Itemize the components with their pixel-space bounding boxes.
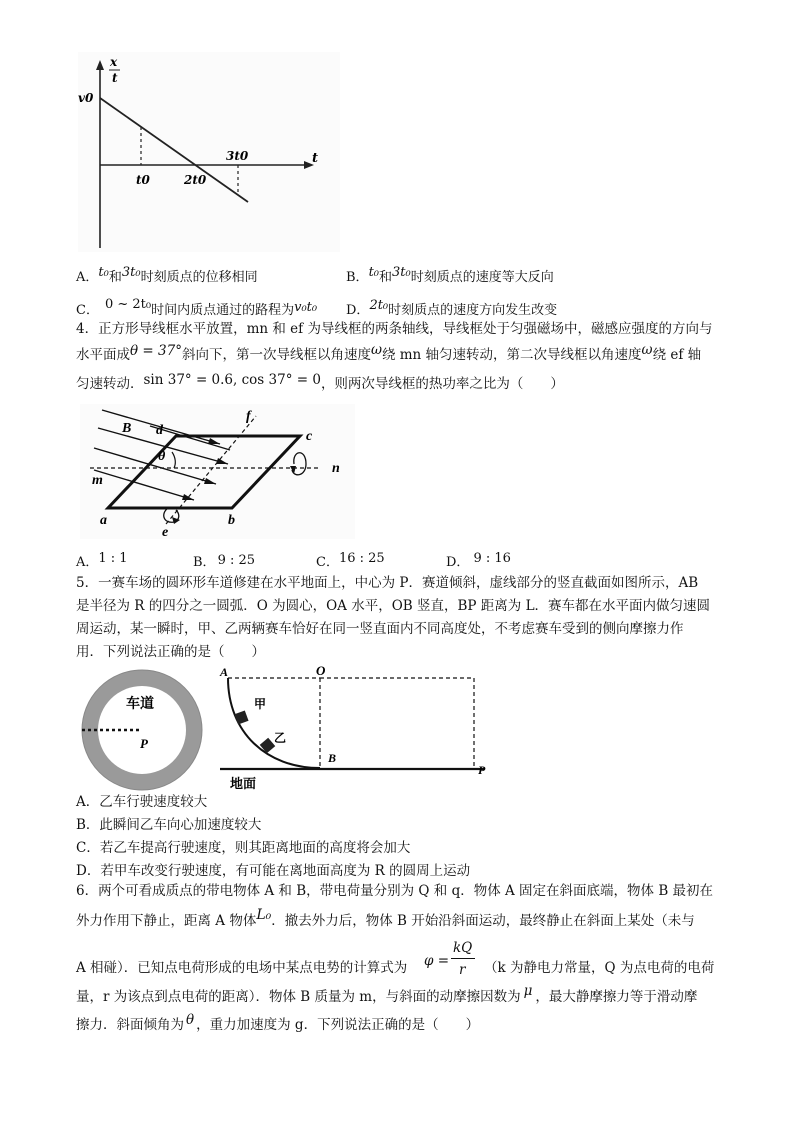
ring-track-figure bbox=[76, 668, 212, 792]
label-P-section: P bbox=[478, 763, 486, 777]
q6-theta: θ bbox=[186, 1012, 195, 1028]
label-track: 车道 bbox=[126, 697, 154, 712]
q5-line1: 5．一赛车场的圆环形车道修建在水平地面上，中心为 P．赛道倾斜，虚线部分的竖直截面如图所示，AB bbox=[76, 575, 699, 591]
q6-line5: 擦力．斜面倾角为 θ ，重力加速度为 g．下列说法正确的是（ ） bbox=[76, 1012, 480, 1033]
q5-option-d: D．若甲车改变行驶速度，有可能在离地面高度为 R 的圆周上运动 bbox=[76, 863, 471, 879]
car-jia bbox=[234, 710, 248, 724]
q6-line1: 6．两个可看成质点的带电物体 A 和 B，带电荷量分别为 Q 和 q．物体 A 固定在斜面底端，物体 B 最初在 bbox=[76, 883, 714, 899]
label-c: c bbox=[306, 429, 313, 444]
formula-bar bbox=[451, 958, 475, 959]
potential-formula bbox=[424, 936, 480, 980]
label-B-section: B bbox=[328, 751, 337, 765]
q5-line3: 周运动，某一瞬时，甲、乙两辆赛车恰好在同一竖直面内不同高度处，不考虑赛车受到的侧向摩擦力作 bbox=[76, 621, 684, 637]
q4-option-c: C．16 : 25 bbox=[316, 551, 385, 570]
q4-omega-2: ω bbox=[641, 342, 653, 358]
q3-c-expr: v₀t₀ bbox=[294, 300, 318, 315]
q3-d-var: 2t₀ bbox=[369, 298, 389, 313]
label-B: B bbox=[122, 421, 132, 436]
q5-line2: 是半径为 R 的四分之一圆弧．O 为圆心，OA 水平，OB 竖直，BP 距离为 L．赛车都在水平面内做匀速圆 bbox=[76, 598, 711, 614]
q5-option-c: C．若乙车提高行驶速度，则其距离地面的高度将会加大 bbox=[76, 840, 411, 856]
graph-ylabel-top: x bbox=[110, 55, 118, 69]
q3-option-b: B．t₀和3t₀时刻质点的速度等大反向 bbox=[346, 265, 554, 285]
graph-t0-label: t0 bbox=[136, 173, 150, 187]
formula-denominator: r bbox=[459, 962, 466, 978]
frame-figure bbox=[80, 404, 355, 539]
formula-phi: φ = bbox=[424, 953, 450, 969]
label-b: b bbox=[228, 513, 235, 528]
graph-ylabel-bottom: t bbox=[112, 71, 118, 85]
label-A: A bbox=[220, 665, 229, 679]
label-e: e bbox=[162, 525, 169, 539]
xt-graph bbox=[78, 52, 340, 252]
q4-omega-1: ω bbox=[370, 342, 382, 358]
graph-xlabel: t bbox=[312, 151, 319, 166]
q6-L0: L₀ bbox=[256, 907, 272, 923]
label-theta: θ bbox=[158, 449, 166, 464]
graph-2t0-label: 2t0 bbox=[184, 173, 207, 187]
q6-line3-b: （k 为静电力常量，Q 为点电荷的电荷 bbox=[484, 960, 715, 976]
q6-mu: μ bbox=[523, 983, 533, 999]
graph-v0-label: v0 bbox=[78, 91, 94, 105]
q4-trig-eq: sin 37° = 0.6, cos 37° = 0 bbox=[143, 372, 321, 388]
q4-line3: 匀速转动．sin 37° = 0.6, cos 37° = 0，则两次导线框的热功率之比为（ ） bbox=[76, 372, 564, 392]
q3-b-var1: t₀ bbox=[368, 265, 379, 280]
q4-theta-eq: θ = 37° bbox=[130, 343, 182, 359]
q3-a-var1: t₀ bbox=[98, 265, 109, 280]
label-f: f bbox=[246, 409, 251, 424]
label-d: d bbox=[156, 423, 163, 438]
label-yi: 乙 bbox=[274, 731, 287, 745]
label-P-ring: P bbox=[140, 736, 148, 751]
label-ground: 地面 bbox=[230, 776, 257, 791]
q3-a-var2: 3t₀ bbox=[121, 265, 141, 280]
q4-line2: 水平面成θ = 37°斜向下，第一次导线框以角速度ω绕 mn 轴匀速转动，第二次导线框以角速度ω绕 ef 轴 bbox=[76, 342, 702, 363]
label-jia: 甲 bbox=[254, 697, 267, 711]
q3-b-var2: 3t₀ bbox=[392, 265, 411, 280]
label-O: O bbox=[316, 664, 326, 678]
q6-line3: A 相碰）．已知点电荷形成的电场中某点电势的计算式为 bbox=[76, 960, 408, 976]
q4-option-d: D． 9 : 16 bbox=[446, 551, 511, 570]
q3-option-c: C． 0 ~ 2t₀时间内质点通过的路程为v₀t₀ bbox=[76, 297, 318, 318]
label-a: a bbox=[100, 513, 107, 528]
q4-option-a: A．1 : 1 bbox=[76, 551, 128, 570]
q5-option-a: A．乙车行驶速度较大 bbox=[76, 794, 208, 810]
q3-option-d: D．2t₀时刻质点的速度方向发生改变 bbox=[346, 298, 558, 318]
formula-numerator: kQ bbox=[453, 940, 473, 956]
label-n: n bbox=[332, 461, 340, 476]
q4-line1: 4．正方形导线框水平放置，mn 和 ef 为导线框的两条轴线，导线框处于匀强磁场中，磁感应强度的方向与 bbox=[76, 321, 713, 337]
q3-c-range: 0 ~ 2t₀ bbox=[104, 297, 152, 312]
cross-section-figure bbox=[216, 664, 496, 794]
label-m: m bbox=[92, 473, 103, 488]
q6-line4: 量，r 为该点到点电荷的距离）．物体 B 质量为 m，与斜面的动摩擦因数为 μ ，最大静摩擦力等于滑动摩 bbox=[76, 983, 698, 1005]
q5-option-b: B．此瞬间乙车向心加速度较大 bbox=[76, 817, 262, 833]
q6-line2: 外力作用下静止，距离 A 物体L₀．撤去外力后，物体 B 开始沿斜面运动，最终静止在斜面上某处（未与 bbox=[76, 907, 695, 929]
q4-option-b: B． 9 : 25 bbox=[193, 553, 256, 570]
q5-line4: 用．下列说法正确的是（ ） bbox=[76, 644, 265, 660]
q3-option-a: A．t₀和3t₀时刻质点的位移相同 bbox=[76, 265, 258, 285]
graph-3t0-label: 3t0 bbox=[226, 149, 249, 163]
